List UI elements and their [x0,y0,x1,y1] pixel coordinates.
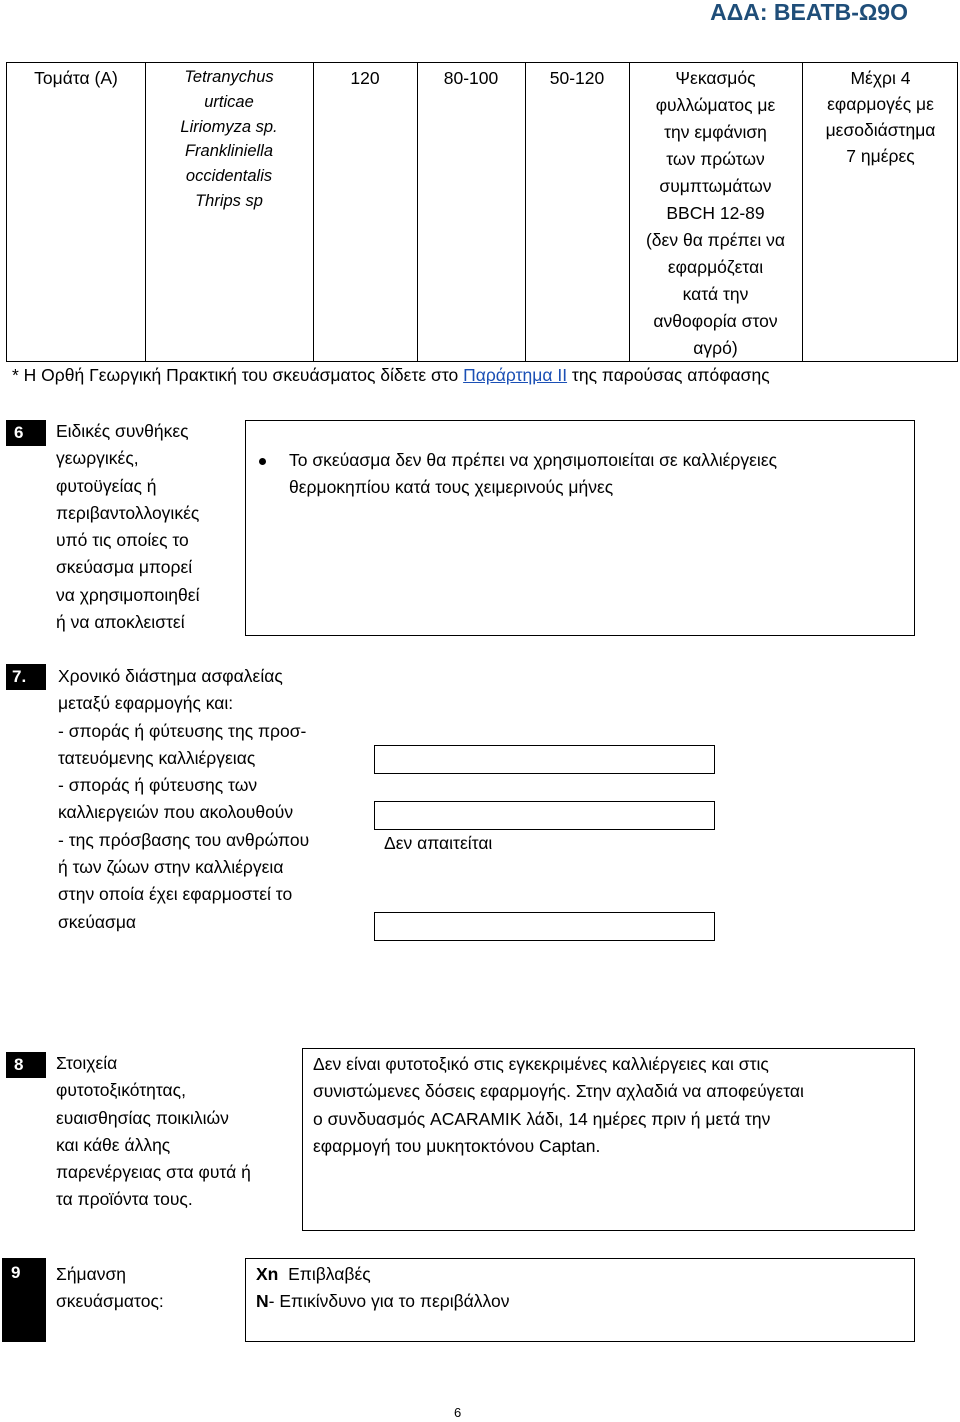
label-line: σκεύασμα [58,911,137,932]
hazard-xn [256,1261,510,1288]
dose2: 80-100 [443,68,499,88]
label-line: και κάθε άλλης [56,1134,171,1155]
pest-line: urticae [204,92,254,111]
crop-cell [7,63,145,361]
applications-line: μεσοδιάστημα [825,120,936,140]
section-8-label [56,1050,251,1214]
label-line: στην οποία έχει εφαρμοστεί το [58,884,293,905]
applications-line: 7 ημέρες [846,146,915,166]
label-line: τατευόμενης καλλιέργειας [58,747,256,768]
timing-line: (δεν θα πρέπει να [645,230,786,250]
label-line: Χρονικό διάστημα ασφαλείας [58,666,283,686]
dose3-cell [525,63,629,361]
pest-line: Thrips sp [195,191,263,210]
bullet-icon [259,458,266,465]
sowing-following-field [374,801,715,830]
dose3: 50-120 [549,68,605,88]
access-value: Δεν απαιτείται [384,833,493,853]
section-9-number: 9 [2,1258,46,1342]
section-6-number: 6 [6,420,46,446]
dose2-cell [417,63,525,361]
pest-line: occidentalis [185,167,273,186]
label-line: τα προϊόντα τους. [56,1189,193,1210]
section-6-label [56,418,199,636]
pest-line: Liriomyza sp. [180,117,278,136]
section-8-content [313,1051,907,1160]
section-9-label [56,1261,164,1316]
sowing-protected-field [374,745,715,774]
timing-line: την εμφάνιση [664,122,767,142]
content-line: Δεν είναι φυτοτοξικό στις εγκεκριμένες καλλιέργειες και στις [313,1054,769,1074]
label-line: ευαισθησίας ποικιλιών [56,1107,229,1128]
label-line: ή να αποκλειστεί [56,612,185,633]
applications-cell [802,63,959,361]
pests-cell [145,63,313,361]
label-line: σκεύασμα μπορεί [56,557,193,578]
section-9-content-box [245,1258,915,1342]
label-line: φυτοϋγείας ή [56,475,157,496]
timing-line: συμπτωμάτων [659,176,772,196]
hazard-labels [256,1261,510,1316]
timing-line: εφαρμόζεται [667,257,764,277]
label-line: - σποράς ή φύτευσης της προσ- [58,720,307,741]
label-line: περιβαντολλογικές [56,502,200,523]
content-line: θερμοκηπίου κατά τους χειμερινούς μήνες [289,477,614,498]
timing-cell [629,63,802,361]
label-line: σκευάσματος: [56,1291,164,1312]
ada-code: ΑΔΑ: ΒΕΑΤΒ-Ω9Ο [710,0,908,25]
content-line: εφαρμογή του μυκητοκτόνου Captan. [313,1135,601,1156]
section-6-content-box [245,420,915,636]
label-line: υπό τις οποίες το [56,530,189,551]
timing-line: αγρό) [693,338,738,358]
content-line: ο συνδυασμός ACARAMIK λάδι, 14 ημέρες πριν ή μετά την [313,1108,771,1129]
label-line: να χρησιμοποιηθεί [56,584,200,605]
timing-line: φυλλώματος με [655,95,776,115]
n-code: N [256,1291,269,1312]
pest-line: Tetranychus [184,68,274,86]
section-7-label [58,663,309,936]
label-line: Ειδικές συνθήκες [56,421,189,441]
label-line: Στοιχεία [56,1053,118,1073]
note-suffix: της παρούσας απόφασης [567,365,770,385]
label-line: καλλιεργειών που ακολουθούν [58,802,294,823]
label-line: - σποράς ή φύτευσης των [58,775,258,796]
note-prefix: * Η Ορθή Γεωργική Πρακτική του σκευάσματος δίδετε στο [12,365,464,385]
pest-line: Frankliniella [184,142,274,161]
extra-field [374,912,715,941]
gap-note [12,365,770,386]
content-line: συνιστώμενες δόσεις εφαρμογής. Στην αχλαδιά να αποφεύγεται [313,1081,804,1102]
timing-line: Ψεκασμός [675,68,756,88]
applications-line: εφαρμογές με [827,94,934,114]
page-number: 6 [454,1405,462,1420]
section-6-content [289,447,777,502]
label-line: φυτοτοξικότητας, [56,1080,186,1101]
xn-text: Επιβλαβές [288,1264,371,1284]
timing-line: των πρώτων [666,149,765,169]
dose1-cell [313,63,417,361]
annex-link[interactable]: Παράρτημα ΙΙ [463,365,568,385]
label-line: ή των ζώων στην καλλιέργεια [58,857,284,878]
label-line: παρενέργειας στα φυτά ή [56,1162,251,1183]
crop-table [6,62,958,362]
content-line: Το σκεύασμα δεν θα πρέπει να χρησιμοποιείται σε καλλιέργειες [289,450,778,470]
timing-line: ανθοφορία στον [653,311,778,331]
xn-code: Xn [256,1264,279,1284]
timing-line: κατά την [682,284,749,304]
dose1: 120 [350,68,380,88]
section-7-number: 7. [6,664,46,690]
label-line: γεωργικές, [56,448,139,469]
label-line: μεταξύ εφαρμογής και: [58,693,234,714]
hazard-n [256,1288,510,1315]
crop-name: Τομάτα (Α) [34,68,118,88]
timing-line: BBCH 12-89 [666,203,765,223]
section-8-content-box [302,1048,915,1231]
label-line: - της πρόσβασης του ανθρώπου [58,829,310,850]
section-8-number: 8 [6,1052,46,1078]
applications-line: Μέχρι 4 [850,68,911,88]
n-text: - Επικίνδυνο για το περιβάλλον [268,1291,510,1312]
label-line: Σήμανση [56,1264,127,1284]
